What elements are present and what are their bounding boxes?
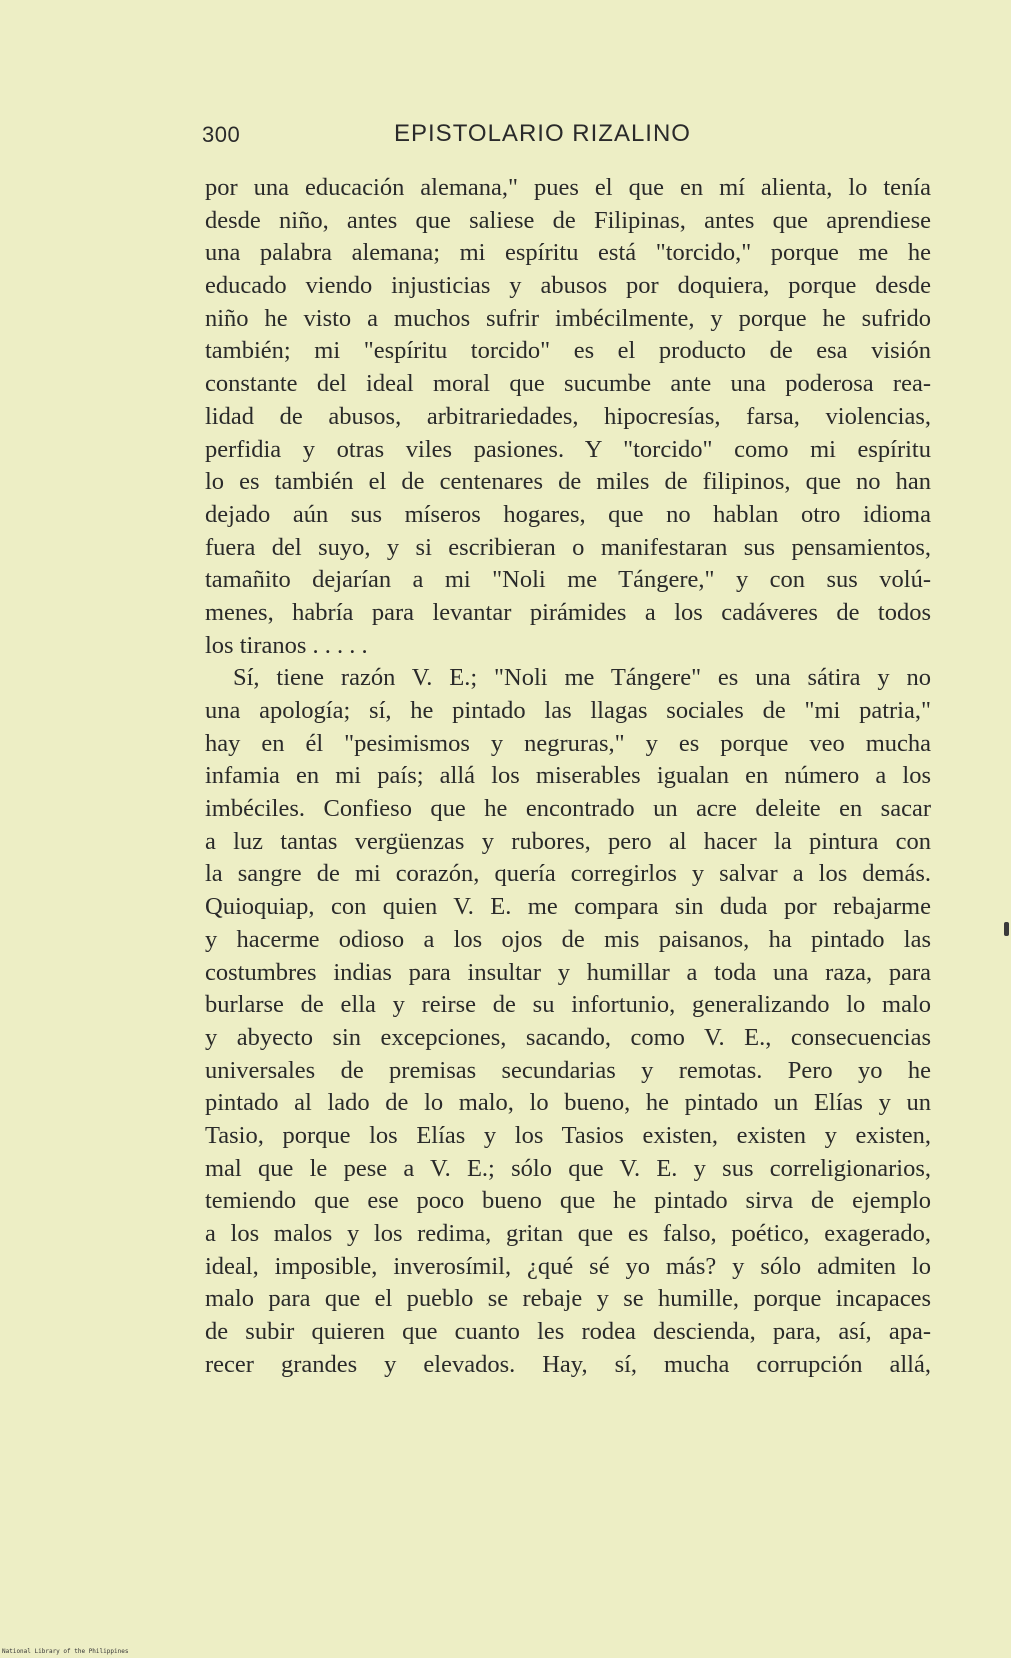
text-line: hay en él "pesimismos y negruras," y es porque veo mucha (205, 729, 931, 757)
text-line: temiendo que ese poco bueno que he pintado sirva de ejemplo (205, 1187, 931, 1215)
text-line: de subir quieren que cuanto les rodea descienda, para, así, apa- (205, 1318, 931, 1346)
text-line: recer grandes y elevados. Hay, sí, mucha corrupción allá, (205, 1350, 931, 1378)
text-line: tamañito dejarían a mi "Noli me Tángere," y con sus volú- (205, 566, 931, 594)
page-edge-mark (1004, 922, 1009, 936)
body-text (205, 172, 931, 1381)
page-header (202, 116, 932, 156)
text-line: imbéciles. Confieso que he encontrado un acre deleite en sacar (205, 795, 931, 823)
text-line: una palabra alemana; mi espíritu está "torcido," porque me he (205, 239, 931, 267)
text-line: pintado al lado de lo malo, lo bueno, he pintado un Elías y un (205, 1089, 931, 1117)
text-line: también; mi "espíritu torcido" es el producto de esa visión (205, 337, 931, 365)
running-title: EPISTOLARIO RIZALINO (394, 120, 691, 147)
text-line: dejado aún sus míseros hogares, que no hablan otro idioma (205, 500, 931, 528)
text-line: Tasio, porque los Elías y los Tasios existen, existen y existen, (205, 1121, 931, 1149)
text-line: los tiranos . . . . . (205, 631, 368, 659)
text-line: lidad de abusos, arbitrariedades, hipocresías, farsa, violencias, (205, 402, 931, 430)
library-credit: National Library of the Philippines (2, 1648, 129, 1655)
text-line: burlarse de ella y reirse de su infortunio, generalizando lo malo (205, 991, 931, 1019)
text-line: Sí, tiene razón V. E.; "Noli me Tángere" es una sátira y no (233, 664, 931, 692)
text-line: y hacerme odioso a los ojos de mis paisanos, ha pintado las (205, 925, 931, 953)
text-line: a luz tantas vergüenzas y rubores, pero al hacer la pintura con (205, 827, 931, 855)
text-line: educado viendo injusticias y abusos por doquiera, porque desde (205, 272, 931, 300)
text-line: y abyecto sin excepciones, sacando, como V. E., consecuencias (205, 1023, 931, 1051)
text-line: lo es también el de centenares de miles de filipinos, que no han (205, 468, 931, 496)
text-line: a los malos y los redima, gritan que es falso, poético, exagerado, (205, 1220, 931, 1247)
text-line: universales de premisas secundarias y remotas. Pero yo he (205, 1056, 931, 1084)
text-line: desde niño, antes que saliese de Filipinas, antes que aprendiese (205, 206, 931, 234)
text-line: costumbres indias para insultar y humillar a toda una raza, para (205, 958, 931, 986)
text-line: Quioquiap, con quien V. E. me compara sin duda por rebajarme (205, 893, 931, 921)
text-line: malo para que el pueblo se rebaje y se humille, porque incapaces (205, 1285, 931, 1313)
text-line: constante del ideal moral que sucumbe ante una poderosa rea- (205, 370, 931, 398)
page-number: 300 (202, 122, 241, 147)
text-line: ideal, imposible, inverosímil, ¿qué sé yo más? y sólo admiten lo (205, 1252, 931, 1280)
text-line: fuera del suyo, y si escribieran o manifestaran sus pensamientos, (205, 533, 931, 561)
text-line: menes, habría para levantar pirámides a los cadáveres de todos (205, 598, 931, 626)
text-line: la sangre de mi corazón, quería corregirlos y salvar a los demás. (205, 860, 931, 888)
text-line: por una educación alemana," pues el que en mí alienta, lo tenía (205, 174, 931, 201)
text-line: infamia en mi país; allá los miserables igualan en número a los (205, 762, 931, 790)
text-line: mal que le pese a V. E.; sólo que V. E. y sus correligionarios, (205, 1154, 931, 1182)
text-line: niño he visto a muchos sufrir imbécilmente, y porque he sufrido (205, 304, 931, 332)
text-line: una apología; sí, he pintado las llagas sociales de "mi patria," (205, 697, 931, 724)
text-line: perfidia y otras viles pasiones. Y "torcido" como mi espíritu (205, 435, 931, 463)
